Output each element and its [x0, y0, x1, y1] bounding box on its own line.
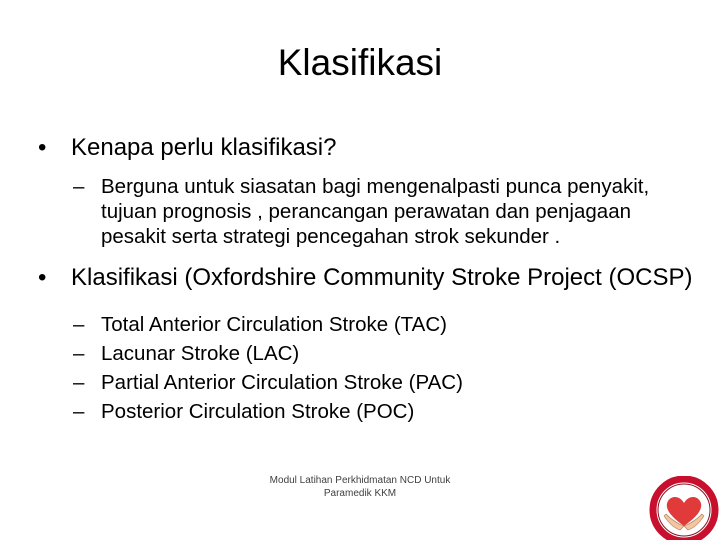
sub-bullet-item [38, 370, 698, 395]
sub-bullet-item [38, 174, 698, 249]
slide-title: Klasifikasi [277, 42, 443, 83]
slide-content [38, 128, 698, 424]
slide-footer [255, 474, 465, 500]
logo-emblem [648, 476, 720, 540]
footer-line: Modul Latihan Perkhidmatan NCD Untuk [269, 475, 451, 486]
sub-bullet-item [38, 312, 698, 337]
sub-bullet-marker: – [73, 400, 85, 423]
sub-bullet-text: Total Anterior Circulation Stroke (TAC) [101, 313, 447, 336]
sub-bullet-item [38, 341, 698, 366]
sub-bullet-text: Partial Anterior Circulation Stroke (PAC) [101, 371, 463, 394]
sub-bullet-marker: – [73, 371, 85, 394]
bullet-marker: • [38, 264, 47, 291]
bullet-text: Kenapa perlu klasifikasi? [71, 134, 337, 161]
sub-bullet-item [38, 399, 698, 424]
bullet-text: Klasifikasi (Oxfordshire Community Stroke Project (OCSP) [71, 264, 693, 291]
sub-bullet-marker: – [73, 175, 85, 198]
heart-hands-logo-icon [648, 476, 720, 540]
footer-line: Paramedik KKM [323, 488, 397, 499]
sub-bullet-marker: – [73, 313, 85, 336]
bullet-marker: • [38, 134, 47, 161]
sub-bullet-marker: – [73, 342, 85, 365]
bullet-item [38, 262, 698, 293]
sub-bullet-text: Posterior Circulation Stroke (POC) [101, 400, 415, 423]
sub-bullet-text: Lacunar Stroke (LAC) [101, 342, 300, 365]
sub-bullet-text: Berguna untuk siasatan bagi mengenalpasti punca penyakit, tujuan prognosis , perancangan perawatan dan penjagaan pesakit serta strategi pencegahan strok sekunder . [101, 175, 650, 248]
bullet-item [38, 132, 698, 163]
